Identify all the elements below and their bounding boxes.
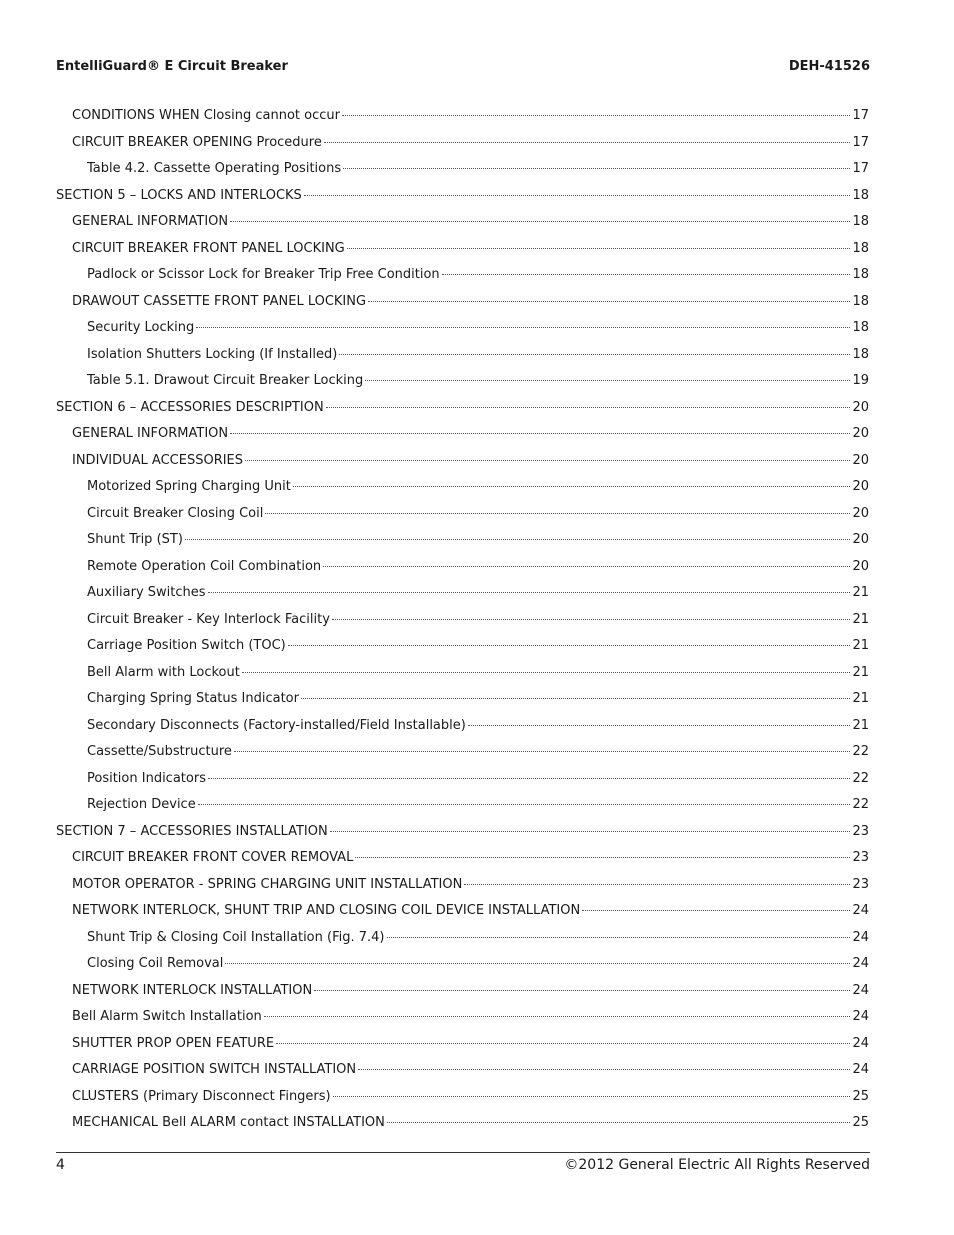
toc-dot-leader [342, 115, 850, 116]
toc-dot-leader [304, 195, 851, 196]
toc-entry-page: 18 [852, 267, 869, 282]
toc-entry-page: 17 [852, 135, 869, 150]
toc-dot-leader [293, 486, 851, 487]
toc-dot-leader [276, 1043, 850, 1044]
toc-entry[interactable] [56, 824, 869, 844]
toc-entry-page: 21 [852, 665, 869, 680]
toc-entry-page: 21 [852, 612, 869, 627]
toc-entry-title: DRAWOUT CASSETTE FRONT PANEL LOCKING [72, 294, 367, 309]
toc-entry-page: 22 [852, 771, 869, 786]
toc-entry-page: 18 [852, 320, 869, 335]
toc-entry[interactable] [87, 559, 869, 579]
toc-dot-leader [225, 963, 850, 964]
toc-entry-page: 20 [852, 559, 869, 574]
toc-dot-leader [468, 725, 851, 726]
toc-entry-page: 21 [852, 638, 869, 653]
toc-entry[interactable] [87, 320, 869, 340]
toc-entry[interactable] [87, 161, 869, 181]
toc-entry-page: 21 [852, 585, 869, 600]
toc-entry[interactable] [87, 638, 869, 658]
toc-entry[interactable] [72, 903, 869, 923]
toc-entry-title: Security Locking [87, 320, 195, 335]
toc-entry-page: 20 [852, 479, 869, 494]
toc-dot-leader [288, 645, 851, 646]
toc-entry-title: Bell Alarm with Lockout [87, 665, 240, 680]
toc-entry-title: MOTOR OPERATOR - SPRING CHARGING UNIT INSTALLATION [72, 877, 463, 892]
toc-entry-title: Table 4.2. Cassette Operating Positions [87, 161, 342, 176]
toc-dot-leader [242, 672, 851, 673]
toc-entry-title: MECHANICAL Bell ALARM contact INSTALLATION [72, 1115, 385, 1130]
toc-entry-page: 23 [852, 824, 869, 839]
toc-entry-title: GENERAL INFORMATION [72, 214, 229, 229]
toc-dot-leader [324, 142, 851, 143]
toc-entry-title: Motorized Spring Charging Unit [87, 479, 291, 494]
toc-entry-page: 18 [852, 214, 869, 229]
toc-entry-page: 17 [852, 161, 869, 176]
toc-entry[interactable] [87, 665, 869, 685]
toc-entry[interactable] [56, 188, 869, 208]
toc-entry[interactable] [87, 718, 869, 738]
toc-entry-title: CLUSTERS (Primary Disconnect Fingers) [72, 1089, 331, 1104]
toc-entry-page: 23 [852, 850, 869, 865]
toc-dot-leader [198, 804, 851, 805]
toc-entry-title: SHUTTER PROP OPEN FEATURE [72, 1036, 275, 1051]
toc-dot-leader [368, 301, 850, 302]
toc-dot-leader [442, 274, 851, 275]
toc-dot-leader [582, 910, 850, 911]
toc-entry[interactable] [72, 1062, 869, 1082]
toc-entry-page: 24 [852, 1062, 869, 1077]
toc-entry-page: 18 [852, 241, 869, 256]
toc-entry-page: 21 [852, 691, 869, 706]
toc-entry-title: Circuit Breaker - Key Interlock Facility [87, 612, 330, 627]
toc-entry-title: CIRCUIT BREAKER FRONT PANEL LOCKING [72, 241, 345, 256]
page-header [56, 56, 870, 76]
toc-dot-leader [339, 354, 850, 355]
toc-entry-title: Shunt Trip & Closing Coil Installation (Fig. 7.4) [87, 930, 385, 945]
copyright-notice: ©2012 General Electric All Rights Reserved [564, 1157, 870, 1173]
toc-dot-leader [365, 380, 850, 381]
toc-entry-page: 20 [852, 400, 869, 415]
toc-dot-leader [314, 990, 850, 991]
toc-dot-leader [264, 1016, 851, 1017]
toc-entry-page: 22 [852, 797, 869, 812]
toc-entry-title: Padlock or Scissor Lock for Breaker Trip Free Condition [87, 267, 440, 282]
toc-entry-page: 20 [852, 532, 869, 547]
toc-entry[interactable] [72, 241, 869, 261]
toc-dot-leader [387, 1122, 851, 1123]
toc-entry-page: 17 [852, 108, 869, 123]
toc-entry[interactable] [72, 426, 869, 446]
toc-dot-leader [208, 778, 850, 779]
toc-dot-leader [358, 1069, 850, 1070]
toc-entry-title: NETWORK INTERLOCK, SHUNT TRIP AND CLOSING COIL DEVICE INSTALLATION [72, 903, 581, 918]
toc-entry[interactable] [72, 1036, 869, 1056]
toc-dot-leader [464, 884, 850, 885]
toc-entry[interactable] [87, 612, 869, 632]
toc-entry-page: 24 [852, 1009, 869, 1024]
toc-dot-leader [332, 619, 851, 620]
page-footer [56, 1155, 870, 1175]
toc-entry-title: CONDITIONS WHEN Closing cannot occur [72, 108, 340, 123]
toc-entry-title: INDIVIDUAL ACCESSORIES [72, 453, 244, 468]
toc-entry-page: 24 [852, 903, 869, 918]
toc-entry-title: Circuit Breaker Closing Coil [87, 506, 264, 521]
toc-entry[interactable] [87, 930, 869, 950]
toc-entry[interactable] [72, 108, 869, 128]
toc-entry[interactable] [87, 373, 869, 393]
toc-entry[interactable] [72, 453, 869, 473]
toc-entry-page: 22 [852, 744, 869, 759]
toc-entry[interactable] [87, 744, 869, 764]
toc-dot-leader [208, 592, 851, 593]
toc-entry-page: 24 [852, 983, 869, 998]
toc-entry-page: 25 [852, 1089, 869, 1104]
toc-entry-page: 21 [852, 718, 869, 733]
toc-entry[interactable] [87, 771, 869, 791]
toc-entry-title: CIRCUIT BREAKER OPENING Procedure [72, 135, 322, 150]
toc-entry-title: GENERAL INFORMATION [72, 426, 229, 441]
toc-entry[interactable] [72, 1089, 869, 1109]
toc-entry-page: 24 [852, 1036, 869, 1051]
toc-entry-page: 25 [852, 1115, 869, 1130]
toc-dot-leader [196, 327, 850, 328]
toc-entry[interactable] [72, 1009, 869, 1029]
page-number: 4 [56, 1157, 65, 1173]
document-title: EntelliGuard® E Circuit Breaker [56, 58, 288, 74]
toc-entry[interactable] [87, 956, 869, 976]
toc-entry-title: CIRCUIT BREAKER FRONT COVER REMOVAL [72, 850, 354, 865]
toc-entry[interactable] [56, 400, 869, 420]
toc-entry[interactable] [87, 691, 869, 711]
toc-entry[interactable] [87, 797, 869, 817]
toc-entry-page: 18 [852, 294, 869, 309]
toc-entry[interactable] [87, 347, 869, 367]
toc-entry-page: 20 [852, 506, 869, 521]
toc-entry-title: Auxiliary Switches [87, 585, 206, 600]
toc-dot-leader [343, 168, 850, 169]
toc-entry-page: 18 [852, 347, 869, 362]
toc-dot-leader [333, 1096, 851, 1097]
toc-entry-page: 20 [852, 426, 869, 441]
toc-entry[interactable] [72, 850, 869, 870]
toc-entry-page: 24 [852, 956, 869, 971]
toc-entry-title: Remote Operation Coil Combination [87, 559, 322, 574]
toc-dot-leader [230, 221, 850, 222]
toc-entry-title: Charging Spring Status Indicator [87, 691, 299, 706]
toc-entry[interactable] [72, 135, 869, 155]
toc-entry-title: Isolation Shutters Locking (If Installed) [87, 347, 338, 362]
toc-entry-title: Shunt Trip (ST) [87, 532, 183, 547]
toc-dot-leader [234, 751, 851, 752]
toc-entry-title: SECTION 5 – LOCKS AND INTERLOCKS [56, 188, 302, 203]
toc-entry-title: CARRIAGE POSITION SWITCH INSTALLATION [72, 1062, 357, 1077]
toc-entry[interactable] [72, 1115, 869, 1135]
toc-entry-title: Secondary Disconnects (Factory-installed/Field Installable) [87, 718, 466, 733]
toc-entry-title: Cassette/Substructure [87, 744, 232, 759]
toc-dot-leader [185, 539, 851, 540]
toc-entry-title: Closing Coil Removal [87, 956, 224, 971]
toc-entry-title: Carriage Position Switch (TOC) [87, 638, 286, 653]
toc-entry-title: Table 5.1. Drawout Circuit Breaker Locking [87, 373, 364, 388]
toc-entry[interactable] [87, 267, 869, 287]
toc-entry[interactable] [72, 294, 869, 314]
toc-dot-leader [230, 433, 850, 434]
toc-dot-leader [326, 407, 851, 408]
toc-entry-page: 24 [852, 930, 869, 945]
toc-entry-title: SECTION 6 – ACCESSORIES DESCRIPTION [56, 400, 324, 415]
toc-dot-leader [245, 460, 850, 461]
toc-entry-page: 18 [852, 188, 869, 203]
toc-dot-leader [355, 857, 850, 858]
toc-entry[interactable] [87, 506, 869, 526]
document-number: DEH-41526 [788, 58, 870, 74]
toc-dot-leader [330, 831, 851, 832]
toc-entry[interactable] [72, 877, 869, 897]
toc-entry[interactable] [72, 983, 869, 1003]
toc-dot-leader [265, 513, 850, 514]
toc-entry-title: Position Indicators [87, 771, 206, 786]
toc-entry-page: 20 [852, 453, 869, 468]
footer-divider [56, 1152, 870, 1153]
toc-entry-title: Bell Alarm Switch Installation [72, 1009, 262, 1024]
toc-dot-leader [347, 248, 851, 249]
toc-entry[interactable] [87, 585, 869, 605]
toc-entry-title: NETWORK INTERLOCK INSTALLATION [72, 983, 313, 998]
toc-dot-leader [323, 566, 850, 567]
toc-entry[interactable] [87, 479, 869, 499]
toc-entry-page: 19 [852, 373, 869, 388]
toc-dot-leader [387, 937, 851, 938]
toc-entry[interactable] [72, 214, 869, 234]
toc-entry-page: 23 [852, 877, 869, 892]
toc-entry-title: SECTION 7 – ACCESSORIES INSTALLATION [56, 824, 328, 839]
toc-entry-title: Rejection Device [87, 797, 196, 812]
toc-entry[interactable] [87, 532, 869, 552]
toc-dot-leader [301, 698, 850, 699]
